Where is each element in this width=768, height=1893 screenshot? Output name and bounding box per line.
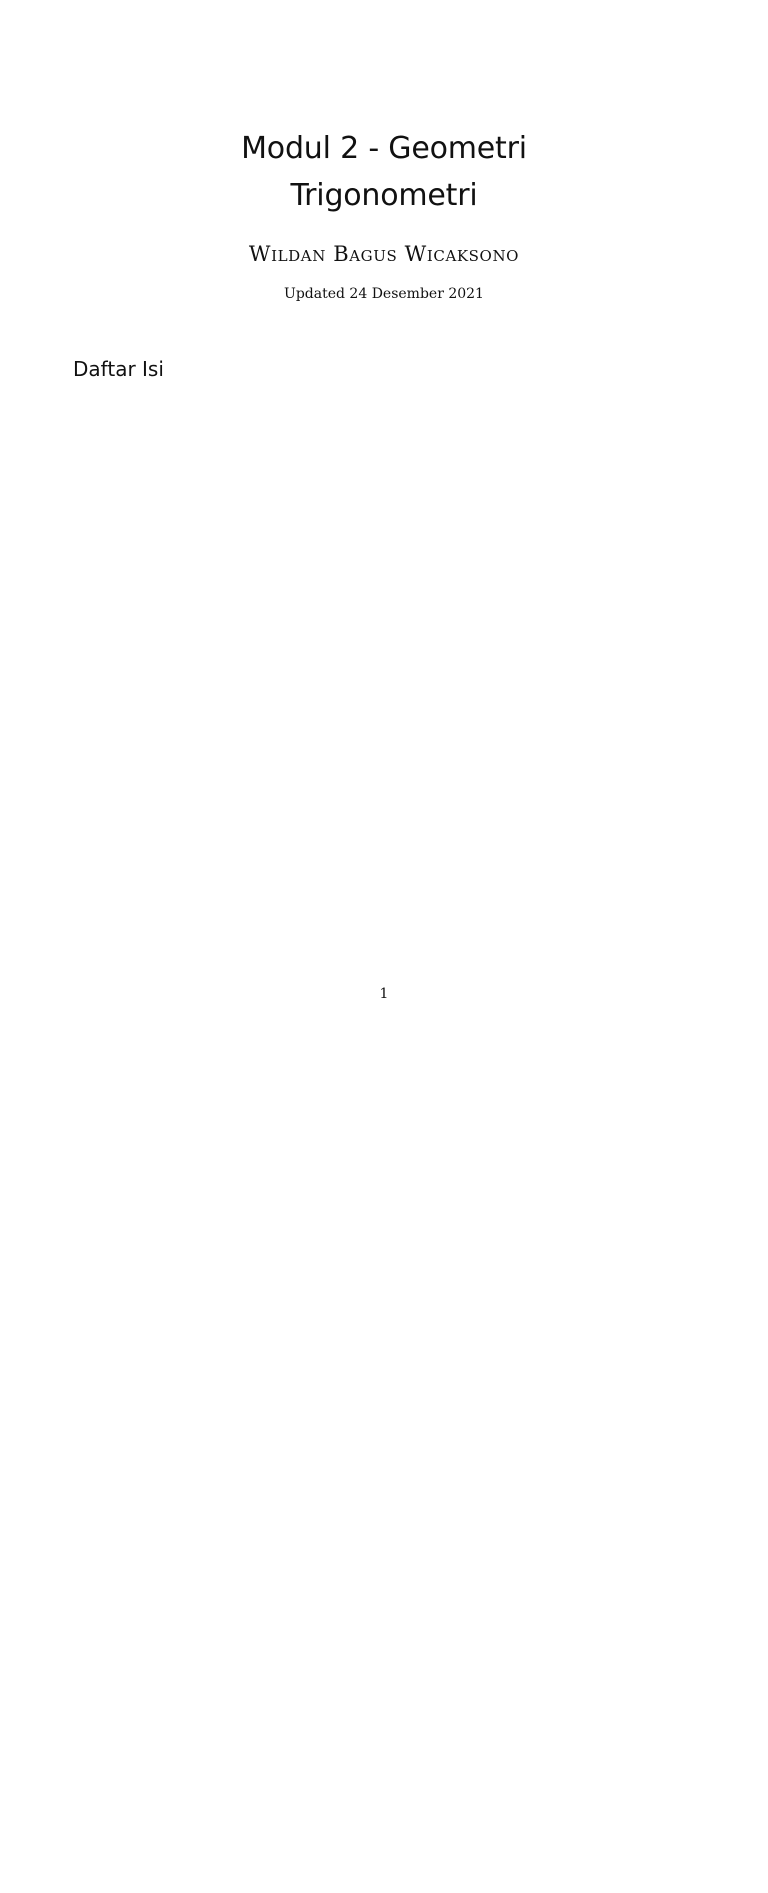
- toc-page-number: [73, 869, 768, 1893]
- updated-date: Updated 24 Desember 2021: [284, 286, 484, 302]
- author-name: Wildan Bagus Wicaksono: [248, 242, 520, 266]
- toc-subsection-1-1[interactable]: [73, 437, 695, 457]
- toc-subsection-2-5[interactable]: [73, 634, 695, 654]
- toc-subsection-2-7[interactable]: [73, 680, 695, 700]
- toc-subsection-2-12[interactable]: [73, 794, 695, 814]
- toc-subsection-2-10[interactable]: [73, 749, 695, 769]
- toc-subsection-2-2[interactable]: [73, 566, 695, 586]
- toc-subsection-2-4[interactable]: [73, 611, 695, 631]
- toc-subsection-2-9[interactable]: [73, 726, 695, 746]
- toc-subsection-1-3[interactable]: [73, 483, 695, 503]
- toc-section-3[interactable]: [73, 831, 695, 851]
- toc-section-4[interactable]: [73, 869, 695, 889]
- document-title-line-1: Modul 2 - Geometri: [241, 131, 527, 166]
- toc-section-2[interactable]: [73, 520, 695, 540]
- toc-subsection-2-11[interactable]: [73, 771, 695, 791]
- toc-section-1[interactable]: [73, 414, 695, 434]
- page-number: 1: [379, 986, 389, 1002]
- toc-heading: Daftar Isi: [73, 357, 164, 381]
- toc-subsection-2-3[interactable]: [73, 589, 695, 609]
- toc-subsection-2-8[interactable]: [73, 703, 695, 723]
- toc-subsection-2-6[interactable]: [73, 657, 695, 677]
- toc-subsection-2-1[interactable]: [73, 543, 695, 563]
- toc-subsection-1-2[interactable]: [73, 460, 695, 480]
- document-title-line-2: Trigonometri: [290, 178, 478, 213]
